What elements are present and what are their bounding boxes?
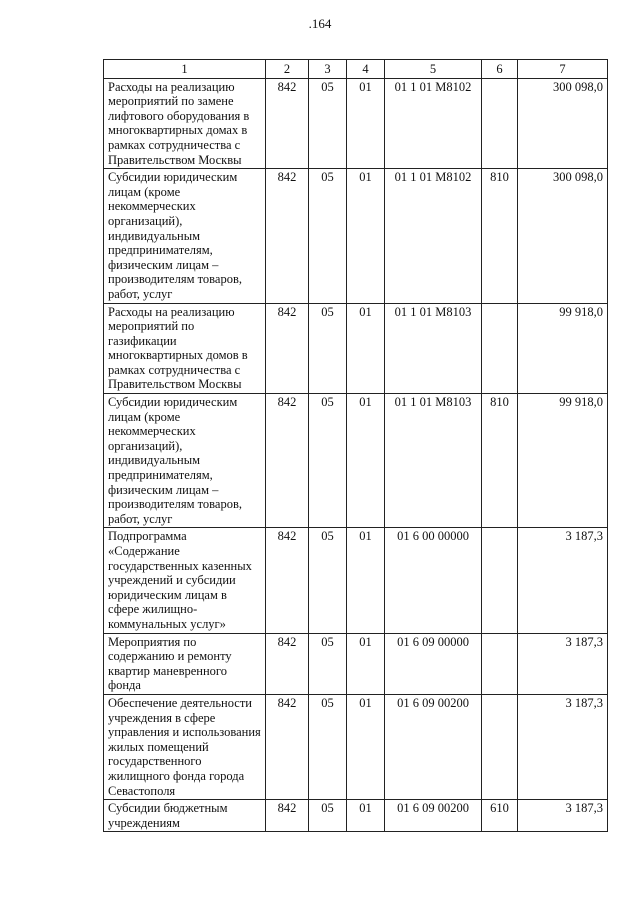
target-article-code: 01 1 01 М8102 — [385, 78, 482, 169]
expense-type-code: 810 — [482, 394, 518, 528]
row-name: Подпрограмма «Содержание государственных казенных учреждений и субсидии юридическим лицам в сфере жилищно-коммунальных услуг» — [104, 528, 266, 633]
row-name: Субсидии юридическим лицам (кроме некоммерческих организаций), индивидуальным предпринимателям, физическим лицам – производителям товаров, работ, услуг — [104, 169, 266, 303]
amount: 3 187,3 — [518, 528, 608, 633]
header-col-6: 6 — [482, 60, 518, 79]
subsection-code: 01 — [347, 394, 385, 528]
ministry-code: 842 — [266, 169, 309, 303]
ministry-code: 842 — [266, 528, 309, 633]
header-row — [104, 60, 608, 79]
section-code: 05 — [309, 78, 347, 169]
section-code: 05 — [309, 694, 347, 799]
row-name: Субсидии бюджетным учреждениям — [104, 800, 266, 832]
section-code: 05 — [309, 800, 347, 832]
ministry-code: 842 — [266, 78, 309, 169]
budget-table — [103, 59, 608, 832]
table-row — [104, 633, 608, 694]
subsection-code: 01 — [347, 694, 385, 799]
subsection-code: 01 — [347, 78, 385, 169]
expense-type-code — [482, 528, 518, 633]
expense-type-code: 810 — [482, 169, 518, 303]
header-col-5: 5 — [385, 60, 482, 79]
amount: 300 098,0 — [518, 169, 608, 303]
subsection-code: 01 — [347, 800, 385, 832]
expense-type-code: 610 — [482, 800, 518, 832]
amount: 3 187,3 — [518, 694, 608, 799]
page-number: .164 — [308, 16, 332, 31]
header-col-2: 2 — [266, 60, 309, 79]
section-code: 05 — [309, 633, 347, 694]
row-name: Расходы на реализацию мероприятий по газификации многоквартирных домов в рамках сотрудничества с Правительством Москвы — [104, 303, 266, 394]
section-code: 05 — [309, 394, 347, 528]
row-name: Обеспечение деятельности учреждения в сфере управления и использования жилых помещений государственного жилищного фонда города Севастополя — [104, 694, 266, 799]
target-article-code: 01 6 09 00000 — [385, 633, 482, 694]
table-row — [104, 303, 608, 394]
amount: 99 918,0 — [518, 394, 608, 528]
expense-type-code — [482, 78, 518, 169]
row-name: Мероприятия по содержанию и ремонту квартир маневренного фонда — [104, 633, 266, 694]
target-article-code: 01 1 01 М8103 — [385, 303, 482, 394]
section-code: 05 — [309, 528, 347, 633]
row-name: Расходы на реализацию мероприятий по замене лифтового оборудования в многоквартирных домах в рамках сотрудничества с Правительством Москвы — [104, 78, 266, 169]
section-code: 05 — [309, 169, 347, 303]
subsection-code: 01 — [347, 303, 385, 394]
section-code: 05 — [309, 303, 347, 394]
amount: 3 187,3 — [518, 800, 608, 832]
subsection-code: 01 — [347, 169, 385, 303]
subsection-code: 01 — [347, 633, 385, 694]
ministry-code: 842 — [266, 694, 309, 799]
amount: 300 098,0 — [518, 78, 608, 169]
table-row — [104, 394, 608, 528]
table-row — [104, 169, 608, 303]
table-row — [104, 528, 608, 633]
header-col-4: 4 — [347, 60, 385, 79]
target-article-code: 01 1 01 М8103 — [385, 394, 482, 528]
amount: 3 187,3 — [518, 633, 608, 694]
header-col-7: 7 — [518, 60, 608, 79]
ministry-code: 842 — [266, 633, 309, 694]
ministry-code: 842 — [266, 303, 309, 394]
ministry-code: 842 — [266, 394, 309, 528]
header-col-3: 3 — [309, 60, 347, 79]
expense-type-code — [482, 633, 518, 694]
row-name: Субсидии юридическим лицам (кроме некоммерческих организаций), индивидуальным предпринимателям, физическим лицам – производителям товаров, работ, услуг — [104, 394, 266, 528]
amount: 99 918,0 — [518, 303, 608, 394]
table-row — [104, 800, 608, 832]
expense-type-code — [482, 303, 518, 394]
target-article-code: 01 1 01 М8102 — [385, 169, 482, 303]
header-col-1: 1 — [104, 60, 266, 79]
table-row — [104, 694, 608, 799]
target-article-code: 01 6 09 00200 — [385, 800, 482, 832]
target-article-code: 01 6 00 00000 — [385, 528, 482, 633]
table-row — [104, 78, 608, 169]
ministry-code: 842 — [266, 800, 309, 832]
target-article-code: 01 6 09 00200 — [385, 694, 482, 799]
subsection-code: 01 — [347, 528, 385, 633]
expense-type-code — [482, 694, 518, 799]
